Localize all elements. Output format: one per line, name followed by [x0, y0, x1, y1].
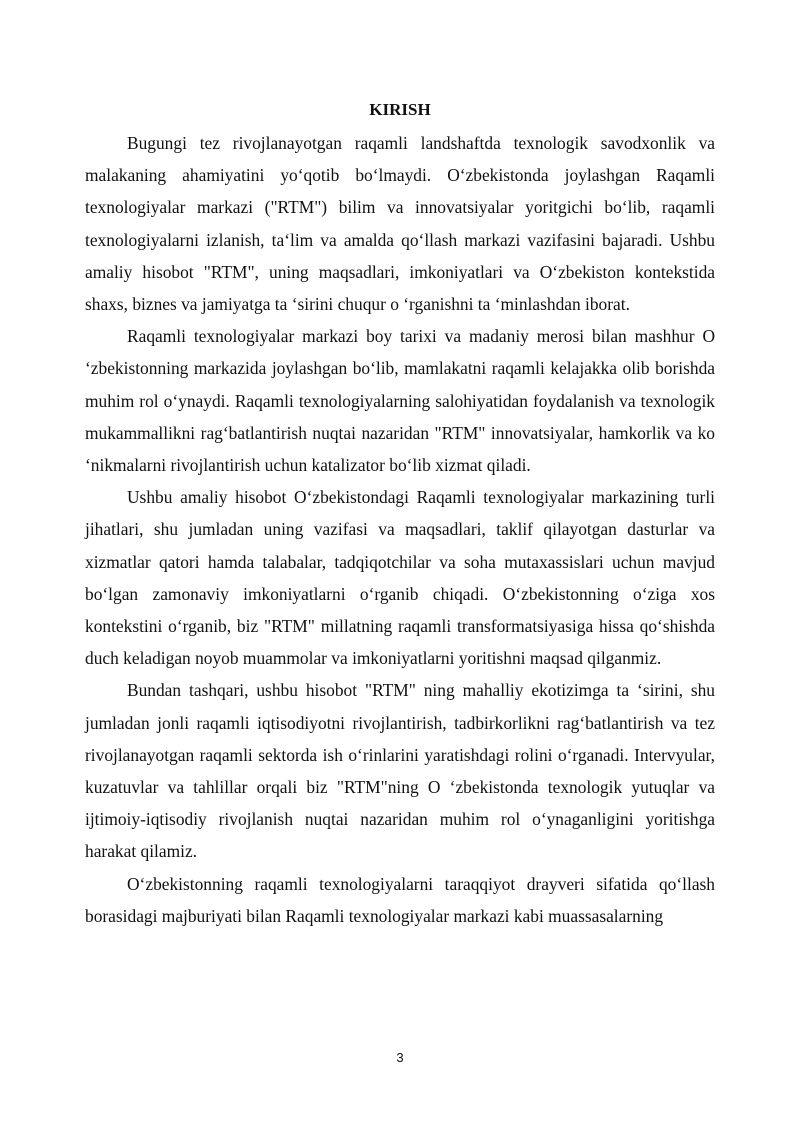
document-body [85, 127, 715, 932]
paragraph: Ushbu amaliy hisobot O‘zbekistondagi Raqamli texnologiyalar markazining turli jihatlari, shu jumladan uning vazifasi va maqsadlari, taklif qilayotgan dasturlar va xizmatlar qatori hamda talabalar, tadqiqotchilar va soha mutaxassislari uchun mavjud bo‘lgan zamonaviy imkoniyatlarni o‘rganib chiqadi. O‘zbekistonning o‘ziga xos kontekstini o‘rganib, biz "RTM" millatning raqamli transformatsiyasiga hissa qo‘shishda duch keladigan noyob muammolar va imkoniyatlarni yoritishni maqsad qilganmiz. [85, 487, 715, 669]
paragraph: Bundan tashqari, ushbu hisobot "RTM" ning mahalliy ekotizimga ta ‘sirini, shu jumladan jonli raqamli iqtisodiyotni rivojlantirish, tadbirkorlikni rag‘batlantirish va tez rivojlanayotgan raqamli sektorda ish o‘rinlarini yaratishdagi rolini o‘rganadi. Intervyular, kuzatuvlar va tahlillar orqali biz "RTM"ning O ‘zbekistonda texnologik yutuqlar va ijtimoiy-iqtisodiy rivojlanish nuqtai nazaridan muhim rol o‘ynaganligini yoritishga harakat qilamiz. [85, 680, 715, 862]
page-number: 3 [396, 1050, 404, 1065]
paragraph: Bugungi tez rivojlanayotgan raqamli landshaftda texnologik savodxonlik va malakaning ahamiyatini yo‘qotib bo‘lmaydi. O‘zbekistonda joylashgan Raqamli texnologiyalar markazi ("RTM") bilim va innovatsiyalar yoritgichi bo‘lib, raqamli texnologiyalarni izlanish, ta‘lim va amalda qo‘llash markazi vazifasini bajaradi. Ushbu amaliy hisobot "RTM", uning maqsadlari, imkoniyatlari va O‘zbekiston kontekstida shaxs, biznes va jamiyatga ta ‘sirini chuqur o ‘rganishni ta ‘minlashdan iborat. [85, 133, 715, 315]
page-title: KIRISH [369, 100, 431, 119]
paragraph: Raqamli texnologiyalar markazi boy tarixi va madaniy merosi bilan mashhur O ‘zbekistonning markazida joylashgan bo‘lib, mamlakatni raqamli kelajakka olib borishda muhim rol o‘ynaydi. Raqamli texnologiyalarning salohiyatidan foydalanish va texnologik mukammallikni rag‘batlantirish nuqtai nazaridan "RTM" innovatsiyalar, hamkorlik va ko ‘nikmalarni rivojlantirish uchun katalizator bo‘lib xizmat qiladi. [85, 326, 715, 476]
paragraph: O‘zbekistonning raqamli texnologiyalarni taraqqiyot drayveri sifatida qo‘llash borasidagi majburiyati bilan Raqamli texnologiyalar markazi kabi muassasalarning [85, 873, 715, 926]
